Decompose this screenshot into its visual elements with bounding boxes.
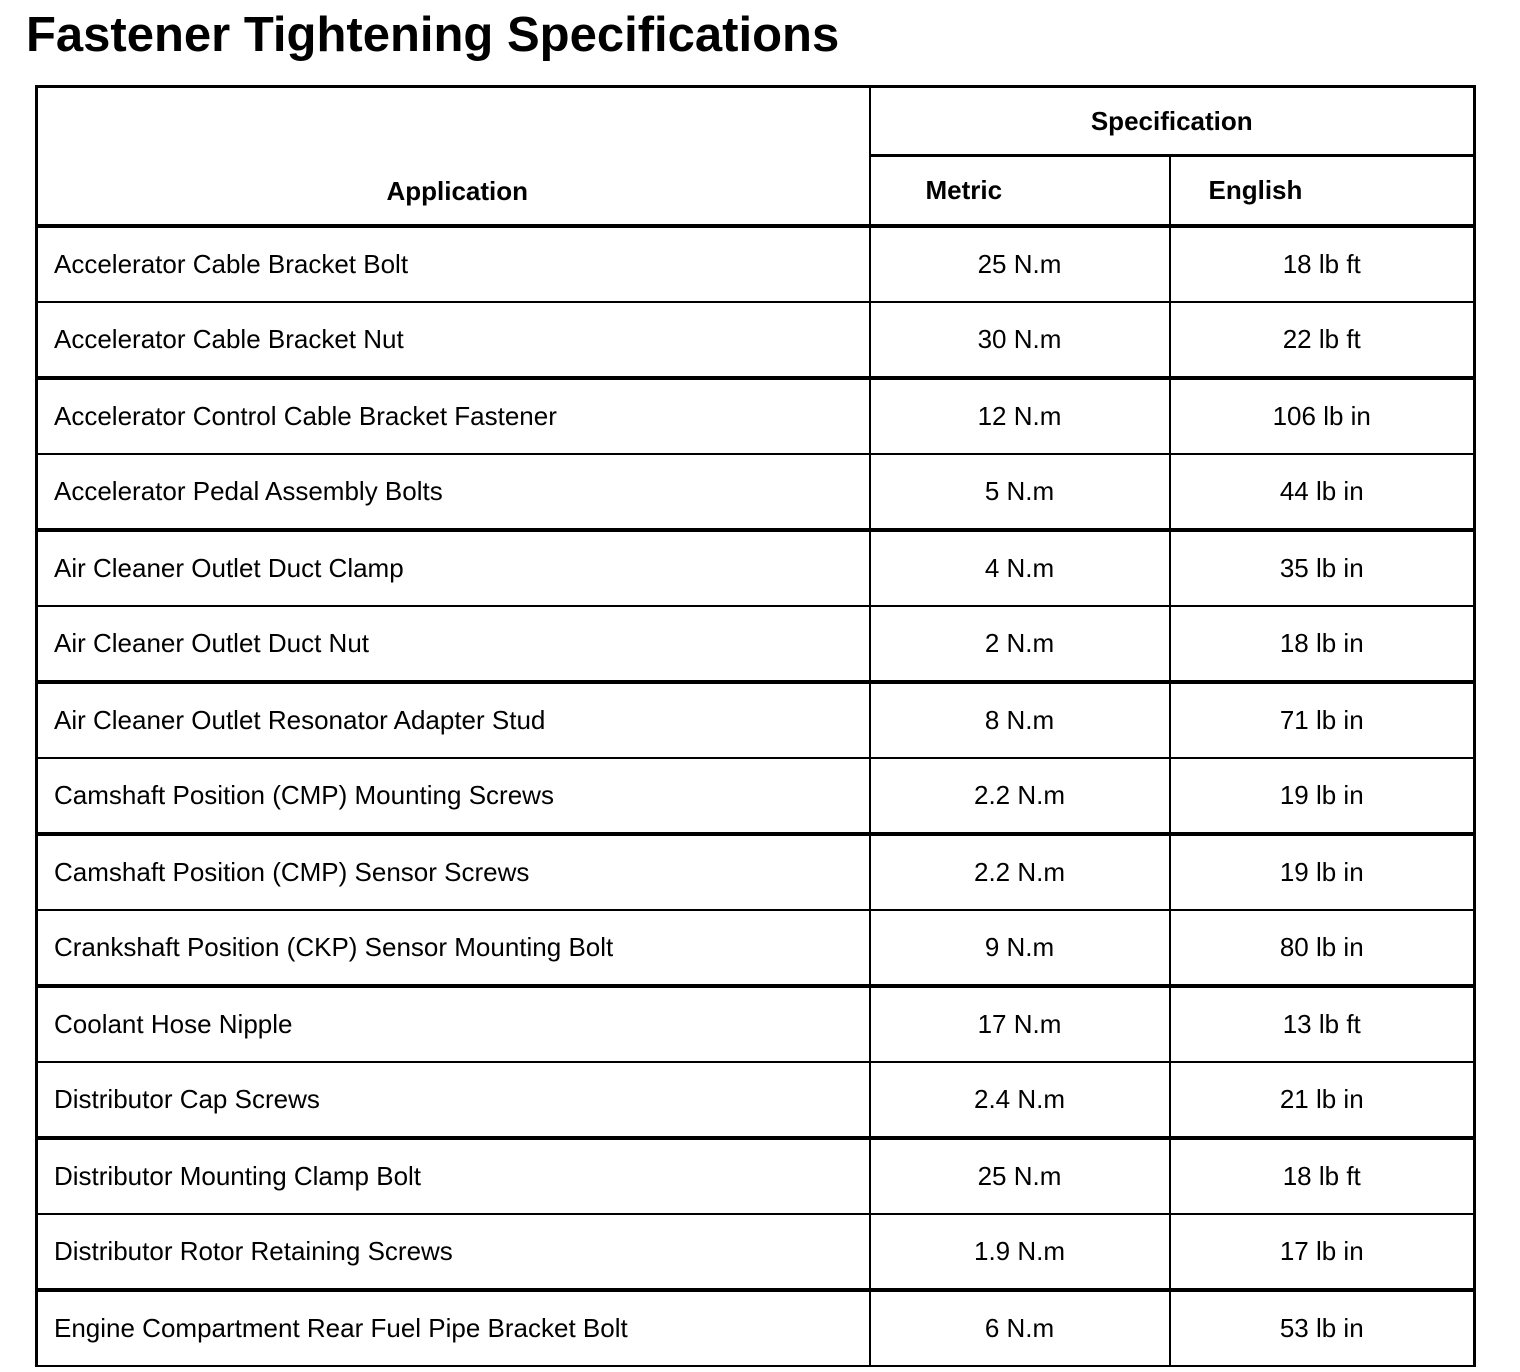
cell-english: 18 lb in — [1170, 606, 1475, 682]
cell-english: 106 lb in — [1170, 378, 1475, 454]
cell-metric: 6 N.m — [870, 1290, 1170, 1366]
cell-application: Crankshaft Position (CKP) Sensor Mounting Bolt — [37, 910, 870, 986]
cell-metric: 25 N.m — [870, 1138, 1170, 1214]
column-header-metric: Metric — [870, 156, 1170, 226]
cell-english: 22 lb ft — [1170, 302, 1475, 378]
cell-application: Accelerator Cable Bracket Nut — [37, 302, 870, 378]
cell-english: 13 lb ft — [1170, 986, 1475, 1062]
cell-metric: 17 N.m — [870, 986, 1170, 1062]
cell-metric: 2.2 N.m — [870, 834, 1170, 910]
table-body — [37, 226, 1475, 1366]
table-row — [37, 378, 1475, 454]
cell-metric: 2.4 N.m — [870, 1062, 1170, 1138]
cell-application: Distributor Cap Screws — [37, 1062, 870, 1138]
page-title: Fastener Tightening Specifications — [26, 8, 840, 62]
cell-english: 19 lb in — [1170, 758, 1475, 834]
fastener-spec-table — [35, 85, 1476, 1367]
table-row — [37, 910, 1475, 986]
table-row — [37, 986, 1475, 1062]
cell-metric: 25 N.m — [870, 226, 1170, 302]
table-row — [37, 1138, 1475, 1214]
table-row — [37, 1290, 1475, 1366]
cell-metric: 2 N.m — [870, 606, 1170, 682]
column-header-english: English — [1170, 156, 1475, 226]
cell-application: Air Cleaner Outlet Duct Nut — [37, 606, 870, 682]
cell-english: 53 lb in — [1170, 1290, 1475, 1366]
cell-english: 18 lb ft — [1170, 226, 1475, 302]
table-row — [37, 758, 1475, 834]
cell-application: Air Cleaner Outlet Resonator Adapter Stud — [37, 682, 870, 758]
cell-metric: 5 N.m — [870, 454, 1170, 530]
table-row — [37, 454, 1475, 530]
cell-english: 71 lb in — [1170, 682, 1475, 758]
column-header-application: Application — [37, 87, 870, 227]
cell-metric: 2.2 N.m — [870, 758, 1170, 834]
table-row — [37, 1214, 1475, 1290]
cell-application: Camshaft Position (CMP) Sensor Screws — [37, 834, 870, 910]
cell-application: Distributor Rotor Retaining Screws — [37, 1214, 870, 1290]
cell-application: Engine Compartment Rear Fuel Pipe Bracket Bolt — [37, 1290, 870, 1366]
table-row — [37, 606, 1475, 682]
cell-english: 19 lb in — [1170, 834, 1475, 910]
table-row — [37, 226, 1475, 302]
table-row — [37, 682, 1475, 758]
header-row-top — [37, 87, 1475, 156]
cell-metric: 12 N.m — [870, 378, 1170, 454]
cell-metric: 1.9 N.m — [870, 1214, 1170, 1290]
cell-english: 17 lb in — [1170, 1214, 1475, 1290]
cell-metric: 8 N.m — [870, 682, 1170, 758]
table-row — [37, 530, 1475, 606]
cell-application: Accelerator Cable Bracket Bolt — [37, 226, 870, 302]
table-header — [37, 87, 1475, 227]
table-row — [37, 834, 1475, 910]
cell-application: Air Cleaner Outlet Duct Clamp — [37, 530, 870, 606]
cell-metric: 30 N.m — [870, 302, 1170, 378]
cell-english: 18 lb ft — [1170, 1138, 1475, 1214]
cell-application: Distributor Mounting Clamp Bolt — [37, 1138, 870, 1214]
cell-metric: 9 N.m — [870, 910, 1170, 986]
cell-application: Camshaft Position (CMP) Mounting Screws — [37, 758, 870, 834]
cell-english: 21 lb in — [1170, 1062, 1475, 1138]
cell-application: Accelerator Pedal Assembly Bolts — [37, 454, 870, 530]
column-group-header-specification: Specification — [870, 87, 1475, 156]
table-row — [37, 1062, 1475, 1138]
cell-english: 35 lb in — [1170, 530, 1475, 606]
cell-application: Coolant Hose Nipple — [37, 986, 870, 1062]
cell-english: 80 lb in — [1170, 910, 1475, 986]
cell-application: Accelerator Control Cable Bracket Fastener — [37, 378, 870, 454]
table-row — [37, 302, 1475, 378]
cell-english: 44 lb in — [1170, 454, 1475, 530]
cell-metric: 4 N.m — [870, 530, 1170, 606]
